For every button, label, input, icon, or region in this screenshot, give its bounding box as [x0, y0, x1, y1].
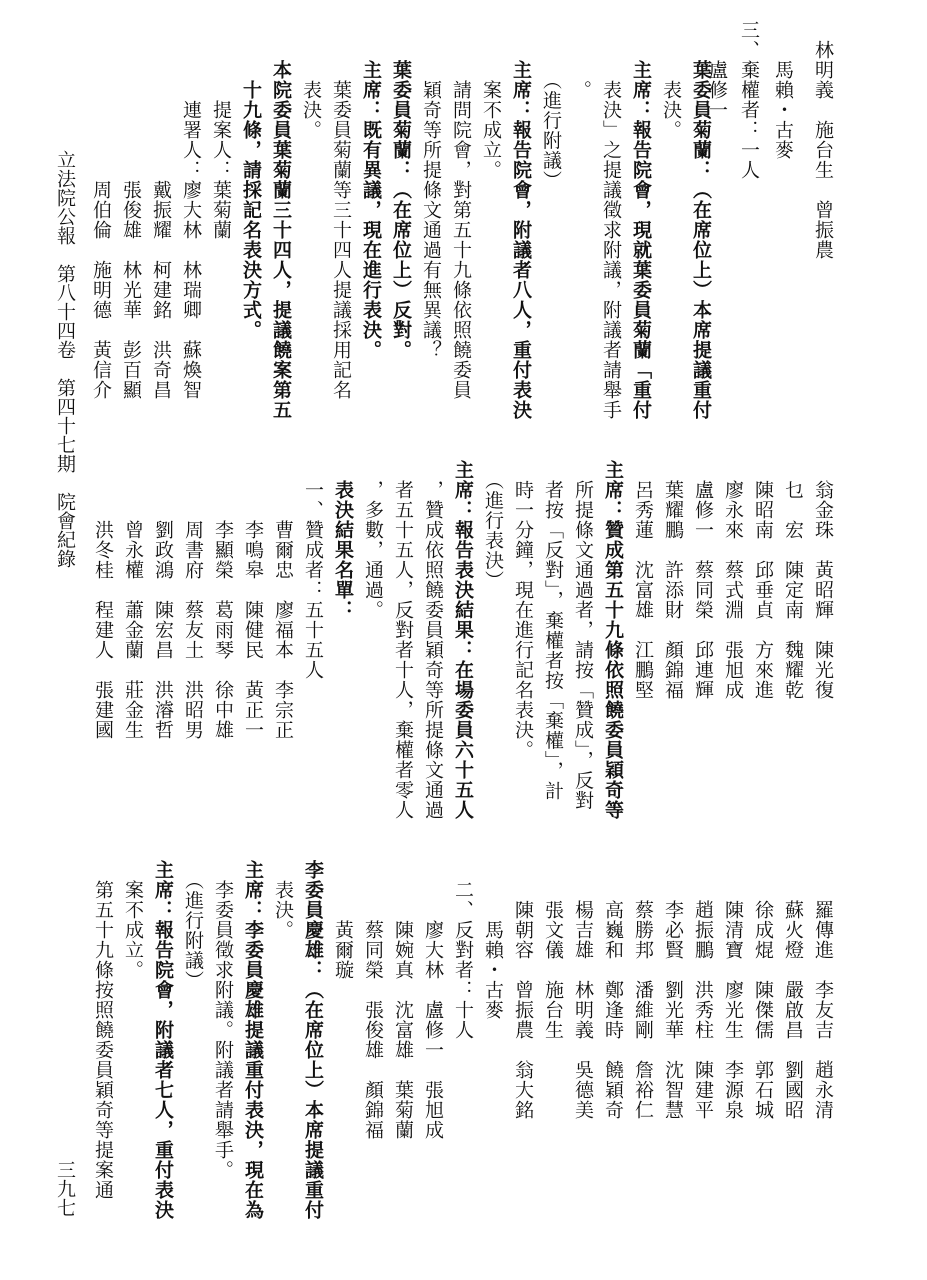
- text-column: 第五十九條按照饒委員穎奇等提案通: [92, 860, 114, 1200]
- text-column: 提案人：葉菊蘭: [210, 60, 232, 240]
- text-column: 乜 宏 陳定南 魏耀乾: [782, 440, 804, 700]
- speaker-line: [598, 460, 628, 820]
- text-column: 蔡勝邦 潘維剛 詹裕仁: [632, 860, 654, 1120]
- speech-text: 主席：報告表決結果：在場委員六十五人: [452, 460, 474, 820]
- text-column: 蔡同榮 張俊雄 顏錦福: [362, 860, 384, 1140]
- text-column: [236, 60, 266, 340]
- text-column: 三、棄權者：一人: [738, 0, 760, 180]
- text-column: 陳婉真 沈富雄 葉菊蘭: [392, 860, 414, 1140]
- speaker-line: [506, 60, 536, 420]
- speech-text: 本院委員葉菊蘭三十四人，提議饒案第五: [270, 60, 292, 420]
- text-column: 葉委員菊蘭等三十四人提議採用記名: [330, 60, 352, 400]
- text-column: 二、反對者：十人: [452, 860, 474, 1040]
- speaker-line: [356, 60, 386, 360]
- text-column: 盧修一: [706, 0, 728, 120]
- text-column: 時一分鐘，現在進行記名表決。: [512, 460, 534, 760]
- text-column: 表決。: [272, 860, 294, 940]
- speech-text: 主席：報告院會，現就葉委員菊蘭「重付: [630, 60, 652, 420]
- text-column: ，贊成依照饒委員穎奇等所提條文通過: [422, 460, 444, 820]
- speaker-line: [386, 60, 416, 360]
- text-column: 楊吉雄 林明義 吳德美: [572, 860, 594, 1120]
- text-column: [328, 460, 358, 620]
- bottom-text-block: [0, 860, 927, 1280]
- text-column: 呂秀蓮 沈富雄 江鵬堅: [632, 440, 654, 700]
- speech-text: 主席：贊成第五十九條依照饒委員穎奇等: [602, 460, 624, 820]
- text-column: （進行附議）: [540, 60, 562, 191]
- text-column: 李委員徵求附議。附議者請舉手。: [212, 860, 234, 1180]
- text-column: 李鳴皋 陳健民 黃正一: [242, 460, 264, 740]
- speaker-line: [448, 460, 478, 820]
- speaker-line: [298, 860, 328, 1220]
- lower-text-block: [0, 440, 927, 880]
- text-column: 周書府 蔡友土 洪昭男: [182, 460, 204, 740]
- text-column: 張俊雄 林光華 彭百顯: [120, 60, 142, 400]
- text-column: 表決」之提議徵求附議，附議者請舉手: [600, 60, 622, 420]
- speaker-line: [148, 860, 178, 1220]
- text-column: 馬賴・古麥: [482, 860, 504, 1020]
- text-column: 李顯榮 葛雨琴 徐中雄: [212, 460, 234, 740]
- text-column: 黃爾璇: [332, 860, 354, 980]
- speech-text: 葉委員菊蘭：（在席位上）反對。: [390, 60, 412, 360]
- speech-text: 主席：報告院會，附議者七人，重付表決: [152, 860, 174, 1220]
- text-column: 曹爾忠 廖福本 李宗正: [272, 460, 294, 740]
- speech-text: 十九條，請採記名表決方式。: [240, 60, 262, 340]
- text-column: 高巍和 鄭逢時 饒穎奇: [602, 860, 624, 1120]
- publication-footer: 立法院公報 第八十四卷 第四十七期 院會紀錄: [54, 150, 76, 568]
- page-number: 三九七: [54, 1160, 76, 1217]
- text-column: 趙振鵬 洪秀柱 陳建平: [692, 860, 714, 1120]
- text-column: 廖大林 盧修一 張旭成: [422, 860, 444, 1140]
- text-column: 洪冬桂 程建人 張建國: [92, 460, 114, 740]
- text-column: 所提條文通過者，請按「贊成」，反對: [572, 460, 594, 811]
- text-column: 劉政鴻 陳宏昌 洪濬哲: [152, 460, 174, 740]
- speaker-line: [238, 860, 268, 1220]
- text-column: 徐成焜 陳傑儒 郭石城: [752, 860, 774, 1120]
- speech-text: 葉委員菊蘭：（在席位上）本席提議重付: [690, 60, 712, 420]
- text-column: （進行表決）: [482, 460, 504, 591]
- text-column: 蘇火燈 嚴啟昌 劉國昭: [782, 860, 804, 1120]
- text-column: 表決。: [660, 60, 682, 140]
- text-column: 戴振耀 柯建銘 洪奇昌: [150, 60, 172, 400]
- text-column: 馬賴・古麥: [772, 0, 794, 160]
- text-column: 張文儀 施台生: [542, 860, 564, 1060]
- speech-text: 表決結果名單：: [332, 460, 354, 620]
- text-column: 一、贊成者：五十五人: [302, 460, 324, 680]
- speech-text: 主席：既有異議，現在進行表決。: [360, 60, 382, 360]
- text-column: 林明義 施台生 曾振農: [812, 0, 834, 260]
- text-column: 案不成立。: [480, 60, 502, 180]
- text-column: 曾永權 蕭金蘭 莊金生: [122, 460, 144, 740]
- speaker-line: [686, 60, 716, 420]
- text-column: 案不成立。: [122, 860, 144, 980]
- text-column: 葉耀鵬 許添財 顏錦福: [662, 440, 684, 700]
- text-column: 。: [570, 60, 592, 100]
- text-column: 陳朝容 曾振農 翁大銘: [512, 860, 534, 1120]
- text-column: 者按「反對」，棄權者按「棄權」，計: [542, 460, 564, 801]
- speaker-line: [626, 60, 656, 420]
- text-column: 穎奇等所提條文通過有無異議？: [420, 60, 442, 360]
- text-column: 李必賢 劉光華 沈智慧: [662, 860, 684, 1120]
- text-column: ，多數，通過。: [362, 460, 384, 620]
- text-column: 翁金珠 黃昭輝 陳光復: [812, 440, 834, 700]
- text-column: 陳清寶 廖光生 李源泉: [722, 860, 744, 1120]
- text-column: （進行附議）: [182, 860, 204, 991]
- text-column: 表決。: [300, 60, 322, 140]
- text-column: 陳昭南 邱垂貞 方來進: [752, 440, 774, 700]
- text-column: 者五十五人，反對者十人，棄權者零人: [392, 460, 414, 820]
- speech-text: 主席：李委員慶雄提議重付表決，現在為: [242, 860, 264, 1220]
- text-column: 羅傳進 李友吉 趙永清: [812, 860, 834, 1120]
- speech-text: 李委員慶雄：（在席位上）本席提議重付: [302, 860, 324, 1220]
- speech-text: 主席：報告院會，附議者八人，重付表決: [510, 60, 532, 420]
- text-column: 連署人：廖大林 林瑞卿 蘇煥智: [180, 60, 202, 400]
- text-column: 請問院會，對第五十九條依照饒委員: [450, 60, 472, 400]
- text-column: 廖永來 蔡式淵 張旭成: [722, 440, 744, 700]
- speaker-line: [266, 60, 296, 420]
- text-column: 盧修一 蔡同榮 邱連輝: [692, 440, 714, 700]
- text-column: 周伯倫 施明德 黃信介: [90, 60, 112, 400]
